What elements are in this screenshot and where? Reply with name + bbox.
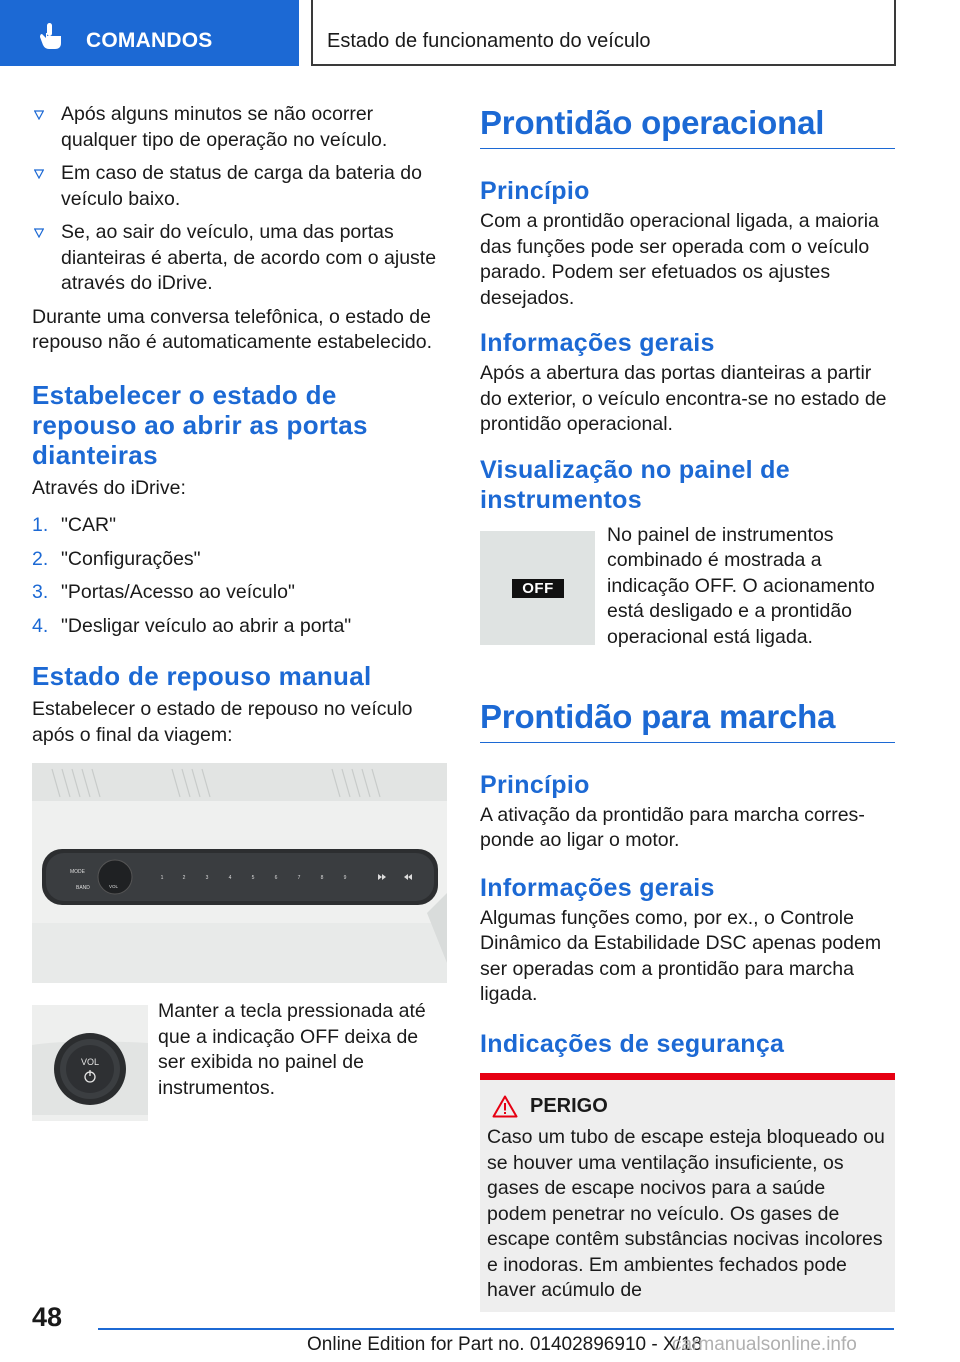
footer-edition: Online Edition for Part no. 01402896910 - X/18 bbox=[307, 1334, 703, 1355]
list-item: 1. "CAR" bbox=[32, 514, 117, 536]
preset-label: 3 bbox=[205, 875, 209, 881]
preset-label: 7 bbox=[297, 875, 301, 881]
manual-text: Estabelecer o estado de repouso no veículo após o final da viagem: bbox=[32, 698, 413, 746]
principio-2-text: A ativação da prontidão para marcha corresponde ao ligar o motor. bbox=[480, 803, 865, 851]
heading-seguranca: Indicações de segurança bbox=[480, 1029, 785, 1058]
via-idrive-text: Através do iDrive: bbox=[32, 476, 186, 499]
right-column bbox=[480, 103, 895, 1312]
list-item: 4. "Desligar veículo ao abrir a porta" bbox=[32, 614, 352, 637]
off-indicator-figure bbox=[480, 523, 895, 677]
preset-label: 9 bbox=[343, 875, 347, 881]
preset-label: 8 bbox=[320, 875, 324, 881]
vol-knob-illustration bbox=[32, 1005, 148, 1121]
knob-figure bbox=[32, 1000, 447, 1121]
list-item: Se, ao sair do veículo, uma das portas dianteiras é aberta, de acordo com o ajuste através do iDrive. bbox=[32, 220, 447, 297]
phone-call-note: Durante uma conversa telefônica, o estado de repouso não é automaticamente estabelecido. bbox=[32, 305, 433, 353]
preset-label: 4 bbox=[228, 875, 232, 881]
list-item: Em caso de status de carga da bateria do veículo baixo. bbox=[32, 161, 447, 212]
danger-text: Caso um tubo de escape esteja bloqueado ou se houver uma ventilação insuficiente, os gases de escape nocivos para a saúde podem penetrar no veículo. Os gases de escape contêm substâncias nocivas incolores e inodoras. Em ambientes fechados pode haver acúmulo de bbox=[487, 1126, 885, 1301]
chapter-tab[interactable] bbox=[0, 0, 299, 66]
hand-pointer-icon bbox=[38, 22, 64, 50]
off-indicator-image bbox=[480, 531, 595, 645]
vol-label: VOL bbox=[109, 884, 119, 889]
heading-principio-2: Princípio bbox=[480, 770, 590, 799]
principio-1-text: Com a prontidão operacional ligada, a maioria das funções pode ser operada com o veículo parado. Podem ser efetuados os ajustes desejados. bbox=[480, 210, 879, 309]
knob-vol-label: VOL bbox=[80, 1057, 100, 1067]
footer-watermark: carmanualsonline.info bbox=[672, 1334, 857, 1355]
section-header bbox=[311, 0, 896, 66]
heading-info-1: Informações gerais bbox=[480, 329, 715, 357]
list-item: 2. "Configurações" bbox=[32, 547, 201, 570]
visual-text: No painel de instrumentos combinado é mostrada a indicação OFF. O acionamento está desligado e a prontidão operacional está ligada. bbox=[607, 523, 875, 648]
heading-estabelecer: Estabelecer o estado de repouso ao abrir as portas dianteiras bbox=[32, 379, 368, 470]
danger-bar bbox=[480, 1073, 895, 1080]
warning-triangle-icon bbox=[492, 1095, 518, 1118]
knob-caption: Manter a tecla pressionada até que a indicação OFF deixa de ser exibida no painel de instrumentos. bbox=[158, 1000, 426, 1099]
heading-principio-1: Princípio bbox=[480, 177, 590, 205]
heading-manual: Estado de repouso manual bbox=[32, 661, 372, 691]
info-2-text: Algumas funções como, por ex., o Controle Dinâmico da Estabilidade DSC apenas podem ser operadas com a prontidão para marcha ligada. bbox=[480, 906, 882, 1005]
triangle-bullet-icon bbox=[34, 110, 44, 120]
info-1-text: Após a abertura das portas dianteiras a partir do exterior, o veículo encontra-se no estado de prontidão operacional. bbox=[480, 362, 887, 435]
center-console-photo bbox=[32, 763, 447, 983]
heading-prontidao-marcha: Prontidão para marcha bbox=[480, 697, 895, 743]
footer-rule bbox=[98, 1328, 894, 1330]
page-number: 48 bbox=[32, 1302, 63, 1332]
off-badge: OFF bbox=[512, 579, 564, 598]
chapter-label: COMANDOS bbox=[86, 29, 213, 52]
preset-label: 6 bbox=[274, 875, 278, 881]
console-illustration bbox=[32, 763, 447, 983]
list-item: 3. "Portas/Acesso ao veículo" bbox=[32, 581, 295, 603]
danger-label: PERIGO bbox=[530, 1094, 608, 1117]
danger-box bbox=[480, 1080, 895, 1312]
list-item: Após alguns minutos se não ocorrer qualquer tipo de operação no veículo. bbox=[32, 102, 447, 153]
heading-info-2: Informações gerais bbox=[480, 873, 715, 902]
vol-knob-photo bbox=[32, 1005, 148, 1121]
mode-button-label: MODE bbox=[70, 869, 85, 875]
band-button-label: BAND bbox=[76, 885, 90, 891]
preset-label: 1 bbox=[160, 875, 164, 881]
preset-label: 2 bbox=[182, 875, 186, 881]
left-column bbox=[32, 102, 447, 1121]
steps-list bbox=[32, 513, 447, 639]
section-title: Estado de funcionamento do veículo bbox=[327, 30, 651, 52]
triangle-bullet-icon bbox=[34, 228, 44, 238]
triangle-bullet-icon bbox=[34, 169, 44, 179]
danger-notice bbox=[480, 1073, 895, 1312]
heading-visualizacao: Visualização no painel de instrumentos bbox=[480, 455, 790, 514]
preset-label: 5 bbox=[251, 875, 255, 881]
heading-prontidao-operacional: Prontidão operacional bbox=[480, 103, 895, 149]
